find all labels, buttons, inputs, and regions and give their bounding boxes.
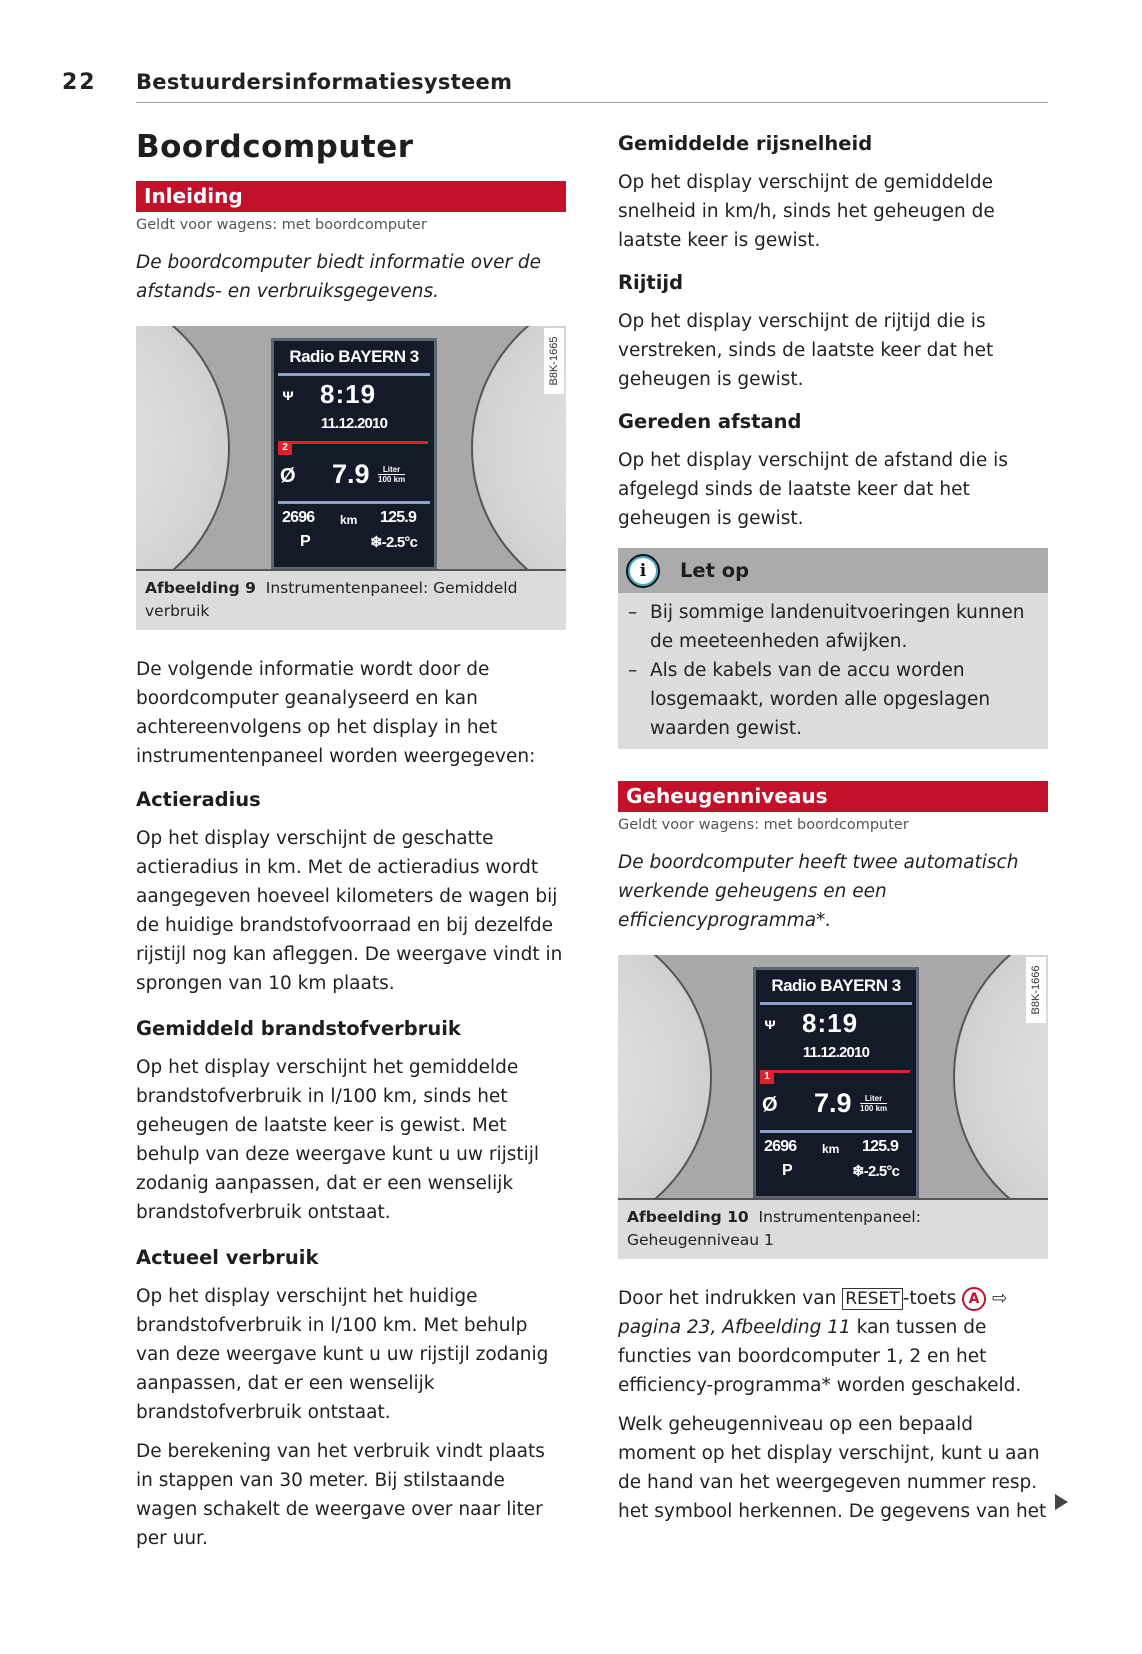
unit-bottom: 100 km: [378, 475, 406, 484]
paragraph: Op het display verschijnt het gemiddelde brandstofverbruik in l/100 km, sinds het geheugen de laatste keer is gewist. Met behulp van deze weergave kunt u uw rijstijl zodanig aanpassen, dat er een wenselijk brandstofverbruik ontstaat.: [136, 1057, 540, 1223]
figure-code-text: B8K-1666: [1030, 965, 1042, 1015]
note-item: [628, 656, 1036, 743]
antenna-icon: ᴪ: [764, 1016, 777, 1033]
dash: –: [628, 660, 638, 681]
text: Door het indrukken van: [618, 1288, 843, 1309]
consumption-value: 7.9: [814, 1088, 852, 1118]
figure-code-text: B8K-1665: [548, 336, 560, 386]
heading-rijtijd: Rijtijd: [618, 271, 684, 294]
note-list: [618, 593, 1048, 749]
section-heading-inleiding: Inleiding: [136, 181, 566, 212]
memory-level-badge: 1: [760, 1070, 774, 1084]
range-value: 2696: [282, 509, 315, 526]
caption-label: Afbeelding 9: [145, 579, 256, 597]
lead-paragraph: De volgende informatie wordt door de boordcomputer geanalyseerd en kan achtereenvolgens op het display in het instrumentenpaneel worden weergegeven:: [136, 659, 536, 767]
average-icon: Ø: [280, 465, 296, 487]
paragraph: Welk geheugenniveau op een bepaald moment op het display verschijnt, kunt u aan de hand van het weergegeven nummer resp. het symbool herkennen. De gegevens van het: [618, 1414, 1047, 1522]
cross-reference-arrow-icon: ⇨: [991, 1288, 1008, 1309]
callout-a-icon: A: [962, 1287, 986, 1311]
gear-indicator: P: [782, 1162, 793, 1179]
note-box: [618, 548, 1048, 749]
left-gauge: [618, 955, 712, 1200]
paragraph: Op het display verschijnt de afstand die is afgelegd sinds de laatste keer dat het geheugen is gewist.: [618, 450, 1008, 529]
unit-top: Liter: [860, 1094, 887, 1104]
heading-actueel-verbruik: Actueel verbruik: [136, 1246, 319, 1269]
odometer: 125.9: [380, 509, 417, 526]
outside-temperature: ❄-2.5°c: [370, 534, 418, 551]
consumption-unit: [860, 1094, 887, 1113]
memory-level-badge: 2: [278, 441, 292, 455]
paragraph: De berekening van het verbruik vindt plaats in stappen van 30 meter. Bij stilstaande wagen schakelt de weergave over naar liter per uur.: [136, 1441, 545, 1549]
driver-info-display: [271, 338, 437, 570]
note-item: [628, 598, 1036, 656]
unit-bottom: 100 km: [860, 1104, 888, 1113]
radio-station: Radio BAYERN 3: [771, 976, 901, 995]
section-intro: De boordcomputer heeft twee automatisch werkende geheugens en een efficiencyprogramma*.: [618, 852, 1019, 931]
antenna-icon: ᴪ: [282, 387, 295, 404]
text: kan tussen de functies van boordcomputer 1, 2 en het efficiency-programma* worden geschakeld.: [618, 1317, 1022, 1396]
section-intro: De boordcomputer biedt informatie over de afstands- en verbruiksgegevens.: [136, 252, 542, 302]
note-item-text: Als de kabels van de accu worden losgemaakt, worden alle opgeslagen waarden gewist.: [650, 660, 991, 739]
caption-label: Afbeelding 10: [627, 1208, 749, 1226]
paragraph: Op het display verschijnt de gemiddelde snelheid in km/h, sinds het geheugen de laatste keer is gewist.: [618, 172, 995, 251]
text: -toets: [902, 1288, 963, 1309]
info-icon: i: [626, 554, 660, 588]
cross-reference-link[interactable]: pagina 23, Afbeelding 11: [618, 1317, 851, 1338]
range-unit: km: [340, 513, 358, 527]
header-rule: [136, 102, 1048, 103]
date: 11.12.2010: [802, 1044, 870, 1061]
reset-paragraph: [618, 1284, 1048, 1400]
clock-time: 8:19: [320, 379, 377, 409]
display-divider: [760, 1130, 912, 1133]
figure-9: [136, 326, 566, 630]
gear-indicator: P: [300, 533, 311, 550]
note-item-text: Bij sommige landenuitvoeringen kunnen de meeteenheden afwijken.: [650, 602, 1025, 652]
consumption-value: 7.9: [332, 459, 370, 489]
driver-info-display: [753, 967, 919, 1199]
right-column: [618, 125, 1048, 1526]
reset-key: RESET: [842, 1288, 902, 1310]
note-header: [618, 548, 1048, 593]
clock-time: 8:19: [802, 1008, 859, 1038]
paragraph: Op het display verschijnt de geschatte actieradius in km. Met de actieradius wordt aangegeven hoeveel kilometers de wagen bij de huidige brandstofvoorraad en bij dezelfde rijstijl nog kan afleggen. De weergave vindt in sprongen van 10 km plaats.: [136, 828, 563, 994]
continue-arrow-icon: [1055, 1494, 1068, 1510]
figure-code: [1026, 957, 1046, 1023]
range-value: 2696: [764, 1138, 797, 1155]
applies-to: Geldt voor wagens: met boordcomputer: [136, 217, 427, 233]
average-icon: Ø: [762, 1094, 778, 1116]
heading-gemiddeld-brandstofverbruik: Gemiddeld brandstofverbruik: [136, 1017, 461, 1040]
odometer: 125.9: [862, 1138, 899, 1155]
display-divider: [278, 373, 430, 376]
memory-bar: [760, 1070, 910, 1073]
figure-caption: [618, 1200, 1048, 1259]
paragraph: Op het display verschijnt de rijtijd die is verstreken, sinds de laatste keer dat het geheugen is gewist.: [618, 311, 994, 390]
radio-station: Radio BAYERN 3: [289, 347, 419, 366]
left-column: [136, 125, 566, 1553]
dash: –: [628, 602, 638, 623]
figure-caption: [136, 571, 566, 630]
heading-gereden-afstand: Gereden afstand: [618, 410, 802, 433]
left-gauge: [136, 326, 230, 571]
unit-top: Liter: [378, 465, 405, 475]
paragraph: Op het display verschijnt het huidige brandstofverbruik in l/100 km. Met behulp van deze weergave kunt u uw rijstijl zodanig aanpassen, dat er een wenselijk brandstofverbruik ontstaat.: [136, 1286, 549, 1423]
applies-to: Geldt voor wagens: met boordcomputer: [618, 817, 909, 833]
caption-text: Instrumentenpaneel: Geheugenniveau 1: [627, 1208, 921, 1249]
instrument-cluster-image: [136, 326, 566, 571]
instrument-cluster-image: [618, 955, 1048, 1200]
display-divider: [278, 501, 430, 504]
heading-gemiddelde-rijsnelheid: Gemiddelde rijsnelheid: [618, 132, 873, 155]
memory-bar: [278, 441, 428, 444]
date: 11.12.2010: [320, 415, 388, 432]
note-title: Let op: [680, 559, 750, 582]
page-number: 22: [62, 70, 97, 95]
caption-text: Instrumentenpaneel: Gemiddeld verbruik: [145, 579, 518, 620]
consumption-unit: [378, 465, 405, 484]
heading-actieradius: Actieradius: [136, 788, 261, 811]
chapter-title: Boordcomputer: [136, 129, 414, 165]
outside-temperature: ❄-2.5°c: [852, 1163, 900, 1180]
section-heading-geheugenniveaus: Geheugenniveaus: [618, 781, 1048, 812]
running-title: Bestuurdersinformatiesysteem: [136, 70, 513, 94]
range-unit: km: [822, 1142, 840, 1156]
figure-10: [618, 955, 1048, 1259]
display-divider: [760, 1002, 912, 1005]
figure-code: [544, 328, 564, 394]
